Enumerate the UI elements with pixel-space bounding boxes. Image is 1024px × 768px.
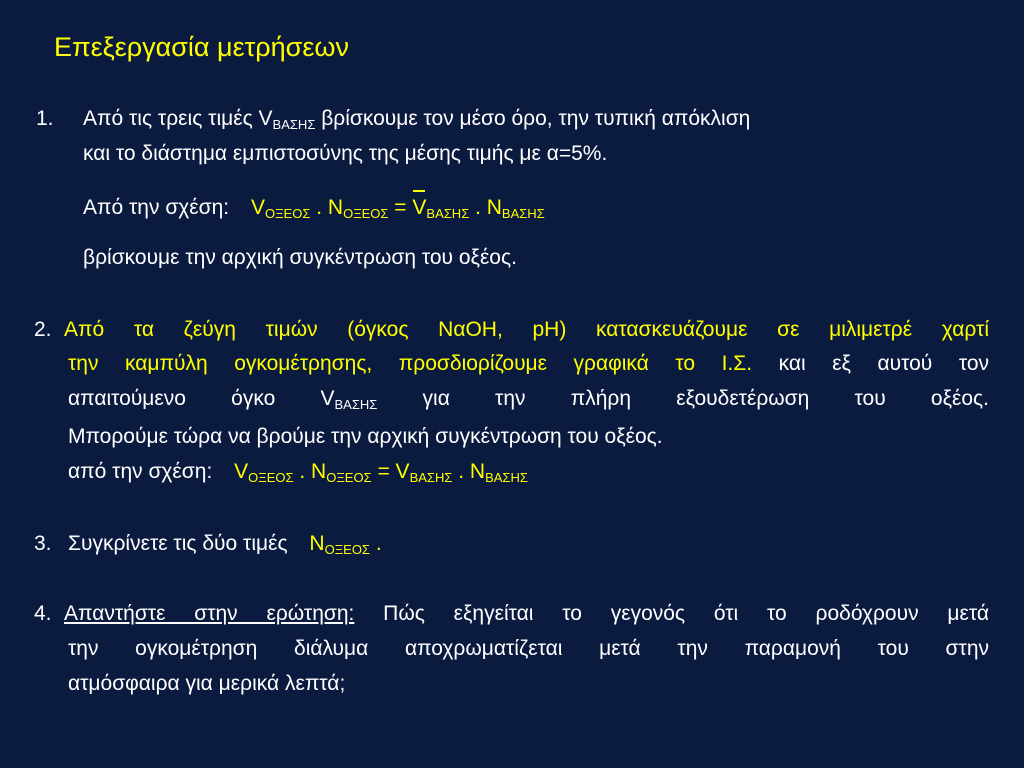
step4-number: 4. [34, 602, 52, 625]
step4-line3: ατμόσφαιρα για μερικά λεπτά; [68, 672, 346, 695]
step3-number: 3. [34, 532, 52, 555]
step2-line5: από την σχέση: $V_{O\Xi EO\Sigma}$ . $N_{O\Xi EO\Sigma} = V_{BA\Sigma H\Sigma}$ . $N_{BA\Sigma H\Sigma}$ [68, 460, 528, 485]
step2-number: 2. [34, 318, 52, 341]
step1-line2: και το διάστημα εμπιστοσύνης της μέσης τιμής με α=5%. [83, 142, 608, 165]
step1-number: 1. [36, 107, 54, 130]
step1-line3 [83, 196, 545, 221]
step1-line1: Από τις τρεις τιμές $V_{BA\Sigma H\Sigma}$ βρίσκουμε τον μέσο όρο, την τυπική απόκλιση [83, 107, 751, 132]
step2-line3: απαιτούμενο όγκο $V_{BA\Sigma H\Sigma}$ για την πλήρη εξουδετέρωση του οξέος. [68, 387, 990, 412]
question-label: Απαντήστε στην ερώτηση: [64, 602, 355, 625]
step1-line4: βρίσκουμε την αρχική συγκέντρωση του οξέος. [83, 246, 517, 269]
step2-line4: Μπορούμε τώρα να βρούμε την αρχική συγκέντρωση του οξέος. [68, 425, 663, 448]
step2-line1: Από τα ζεύγη τιμών (όγκος ΝαΟΗ, pH) κατασκευάζουμε σε μιλιμετρέ χαρτί [64, 318, 989, 341]
step2-line2: την καμπύλη ογκομέτρησης, προσδιορίζουμε γραφικά το Ι.Σ. και εξ αυτού τον [68, 352, 990, 375]
equivalence-formula-2: $V_{O\Xi EO\Sigma}$ . $N_{O\Xi EO\Sigma} = V_{BA\Sigma H\Sigma}$ . $N_{BA\Sigma H\Sigma}$ [234, 460, 528, 485]
equivalence-formula-1: $V_{O\Xi EO\Sigma}$ . $N_{O\Xi EO\Sigma} = V_{BA\Sigma H\Sigma}$ . $N_{BA\Sigma H\Sigma}$ [250, 196, 545, 221]
slide-title: Επεξεργασία μετρήσεων [54, 32, 349, 62]
relation-label: Από την σχέση: [83, 196, 230, 219]
step4-line1: Απαντήστε στην ερώτηση: Πώς εξηγείται το γεγονός ότι το ροδόχρουν μετά [64, 602, 989, 625]
step4-line2: την ογκομέτρηση διάλυμα αποχρωματίζεται μετά την παραμονή του στην [68, 637, 989, 660]
step3-line: Συγκρίνετε τις δύο τιμές $N_{O\Xi EO\Sigma}$ . [68, 532, 382, 557]
mean-overbar: V [412, 196, 427, 219]
acid-normality: $N_{O\Xi EO\Sigma}$ . [309, 532, 382, 557]
